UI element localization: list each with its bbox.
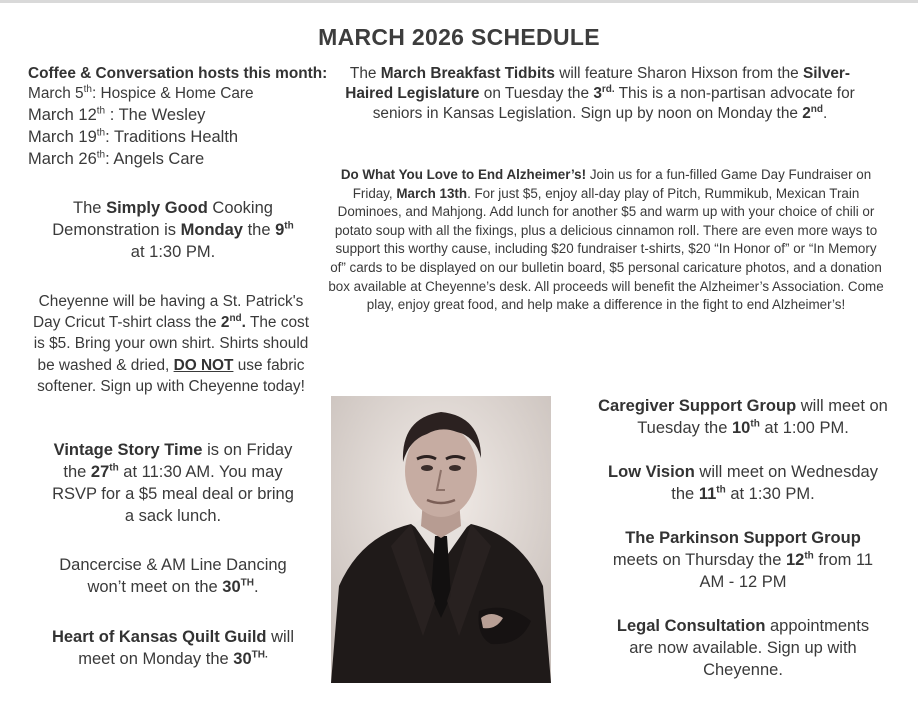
event-name: Heart of Kansas Quilt Guild bbox=[51, 628, 267, 646]
coffee-host-row bbox=[28, 148, 328, 170]
dancercise-notice bbox=[44, 554, 302, 598]
text: Cheyenne will be having a St. Patrick's Day Cricut T-shirt class the bbox=[33, 293, 304, 332]
day-number: 27 bbox=[90, 463, 110, 481]
organization-name: Silver-Haired Legislature bbox=[345, 65, 851, 102]
text: The bbox=[73, 199, 107, 217]
event-name: Simply Good bbox=[106, 199, 208, 217]
host-name: : Traditions Health bbox=[105, 128, 239, 146]
top-border bbox=[0, 0, 918, 3]
coffee-host-row bbox=[28, 104, 328, 126]
quilt-guild-notice bbox=[44, 626, 302, 670]
event-name: Low Vision bbox=[608, 463, 695, 481]
day-suffix: th bbox=[716, 484, 726, 496]
punctuation: . bbox=[823, 105, 828, 122]
day-number: 30 bbox=[222, 578, 241, 596]
host-name: : The Wesley bbox=[105, 106, 206, 124]
day-suffix: th bbox=[804, 550, 814, 562]
host-name: : Hospice & Home Care bbox=[91, 85, 254, 102]
day-suffix: th bbox=[284, 220, 294, 232]
day-suffix: TH bbox=[240, 577, 254, 589]
text: meets on Thursday the bbox=[612, 551, 786, 569]
text: at 1:30 PM. bbox=[130, 243, 216, 261]
text: Cooking Demonstration is bbox=[52, 199, 273, 239]
text: is on Friday the bbox=[63, 441, 293, 481]
day-suffix: th bbox=[750, 418, 760, 430]
day-suffix: rd. bbox=[601, 83, 615, 95]
weekday: Monday bbox=[180, 221, 243, 239]
alzheimers-fundraiser-notice bbox=[326, 166, 886, 315]
text: . For just $5, enjoy all-day play of Pitch, Rummikub, Mexican Train Dominoes, and Mahjong. Add lunch for another $5 and warm up with your choice of chili or potato soup with all the fixings, plus a delicious cinnamon roll. There are even more ways to support this worthy cause, including $20 fundraiser t-shirts, $20 “In Honor of” or “In Memory of” cards to be displayed on our bulletin board, $5 personal caricature photos, and a donation box available at Cheyenne’s desk. All proceeds will benefit the Alzheimer’s Association. Come play, enjoy great food, and help make a difference in the fight to end Alzheimer’s! bbox=[328, 185, 884, 313]
text: at 1:30 PM. bbox=[725, 485, 815, 503]
host-date: March 26 bbox=[28, 150, 97, 168]
host-date-suffix: th bbox=[96, 127, 106, 139]
event-name: Legal Consultation bbox=[616, 617, 766, 635]
host-date-suffix: th bbox=[96, 149, 106, 161]
cooking-demo-notice bbox=[48, 197, 298, 263]
event-date: March 13th bbox=[396, 185, 468, 201]
text: This is a non-partisan advocate for seniors in Kansas Legislation. Sign up by noon on Monday the bbox=[372, 85, 855, 122]
text: from 11 AM - 12 PM bbox=[699, 551, 874, 591]
vintage-story-notice bbox=[48, 439, 298, 527]
coffee-heading: Coffee & Conversation hosts this month: bbox=[28, 65, 328, 82]
day-suffix: th bbox=[109, 462, 119, 474]
text: on Tuesday the bbox=[479, 85, 594, 102]
day-number: 10 bbox=[732, 419, 751, 437]
event-name: Caregiver Support Group bbox=[598, 397, 797, 415]
portrait-illustration bbox=[331, 396, 551, 683]
text: at 11:30 AM. You may RSVP for a $5 meal deal or bring a sack lunch. bbox=[52, 463, 294, 525]
day-suffix: nd bbox=[229, 313, 242, 325]
host-date: March 12 bbox=[28, 106, 97, 124]
text: appointments are now available. Sign up with Cheyenne. bbox=[629, 617, 870, 679]
text: Join us for a fun-filled Game Day Fundraiser on Friday, bbox=[352, 167, 872, 201]
punctuation: . bbox=[253, 578, 259, 596]
text: at 1:00 PM. bbox=[759, 419, 849, 437]
day-suffix: TH. bbox=[251, 649, 268, 661]
text: will meet on Monday the bbox=[78, 628, 295, 668]
event-name: Vintage Story Time bbox=[53, 441, 203, 459]
coffee-host-row bbox=[28, 126, 328, 148]
text: use fabric softener. Sign up with Cheyenne today! bbox=[37, 356, 305, 395]
event-name: The Parkinson Support Group bbox=[625, 529, 861, 547]
punctuation: . bbox=[241, 314, 246, 332]
host-date-suffix: th bbox=[83, 83, 92, 95]
low-vision-notice bbox=[598, 461, 888, 505]
host-name: : Angels Care bbox=[105, 150, 205, 168]
text: The cost is $5. Bring your own shirt. Shirts should be washed & dried, bbox=[33, 314, 309, 374]
day-suffix: nd bbox=[810, 103, 823, 115]
legal-consultation-notice bbox=[608, 615, 878, 681]
text: The bbox=[349, 65, 381, 82]
man-in-suit-photo bbox=[331, 396, 551, 683]
host-date: March 5 bbox=[28, 85, 84, 102]
parkinson-support-notice bbox=[606, 527, 880, 593]
day-number: 2 bbox=[220, 314, 230, 332]
day-number: 3 bbox=[593, 85, 602, 102]
text: will meet on Tuesday the bbox=[637, 397, 888, 437]
page-title: MARCH 2026 SCHEDULE bbox=[318, 24, 600, 50]
host-date-suffix: th bbox=[96, 105, 106, 117]
day-number: 11 bbox=[698, 485, 717, 503]
text: will meet on Wednesday the bbox=[671, 463, 878, 503]
coffee-hosts-section bbox=[28, 64, 328, 170]
text: the bbox=[242, 221, 276, 239]
cricut-class-notice bbox=[30, 291, 312, 397]
event-name: Do What You Love to End Alzheimer’s! bbox=[340, 167, 587, 182]
day-number: 2 bbox=[802, 105, 811, 122]
event-name: March Breakfast Tidbits bbox=[380, 65, 555, 82]
day-number: 12 bbox=[785, 551, 805, 569]
host-date: March 19 bbox=[28, 128, 97, 146]
day-number: 30 bbox=[233, 650, 252, 668]
day-number: 9 bbox=[275, 221, 285, 239]
caregiver-support-notice bbox=[598, 395, 888, 439]
text: will feature Sharon Hixson from the bbox=[554, 65, 803, 82]
coffee-host-row bbox=[28, 84, 328, 104]
breakfast-tidbits-notice bbox=[334, 64, 866, 124]
text: Dancercise & AM Line Dancing won’t meet on the bbox=[59, 556, 287, 596]
warning-text: DO NOT bbox=[173, 356, 234, 374]
